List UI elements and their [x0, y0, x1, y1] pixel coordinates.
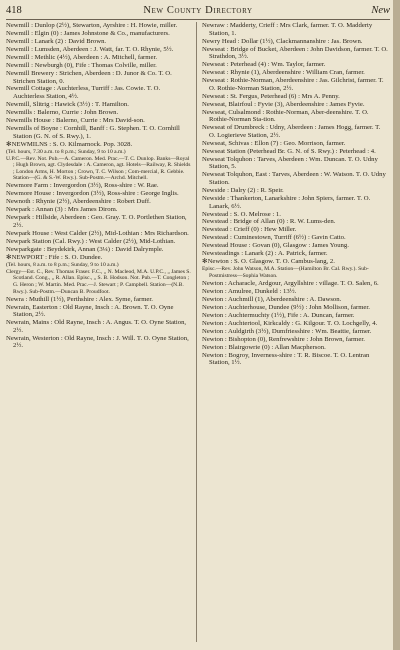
directory-entry: Newseat, Blairfoul : Fyvie (3), Aberdeenshire : James Fyvie.: [202, 100, 365, 108]
entry-detail: Clergy—Est. C., Rev. Thomas Fraser. F.C., „ N. Macleod, M.A. U.P.C., „ James S. Scotland. Cong., „ R. Allan. Episc., „ S. B. Hodson. Not. Pub.—T. Congleton ; G. Heron ; W. Martin. Med. Prac.—J. Stewart ; P. Campbell. Station—(N.B. Rwy.). Sub-Postm.—Duncan B. Proudfoot.: [6, 268, 191, 295]
directory-entry: Newside : Dalry (2) : R. Speir.: [202, 186, 284, 194]
directory-entry: Newmill : Lanark (2) : David Brown.: [6, 37, 107, 45]
directory-entry: Newton : Auldgirth (3½), Dumfriesshire : Wm. Beattie, farmer.: [202, 327, 372, 335]
entry-detail: (Tel. hours, 7.30 a.m. to 8 p.m.; Sunday, 9 to 10 a.m.): [6, 148, 126, 155]
directory-entry: ✻NEWMILNS : S. O. Kilmarnock. Pop. 3028.: [6, 140, 133, 148]
directory-entry: Newmill : Lumsden, Aberdeen : J. Watt, far. T. O. Rhynie, 5½.: [6, 45, 174, 53]
directory-entry: Newseat, Schivas : Ellon (7) : Geo. Morrison, farmer.: [202, 139, 346, 147]
directory-entry: Newpark House : West Calder (2½), Mid-Lothian : Mrs Richardson.: [6, 229, 189, 237]
directory-entry: Newseat : St. Fergus, Peterhead (6) : Mrs A. Penny.: [202, 92, 340, 100]
directory-entry: Newton : Bishopton (0), Renfrewshire : John Brown, farmer.: [202, 335, 365, 343]
directory-entry: Newton : Auchterhouse, Dundee (9½) : John Mollison, farmer.: [202, 303, 370, 311]
directory-entry: Newstead : Crieff (0) : Hew Miller.: [202, 226, 297, 234]
directory-entry: Newmill : Methlic (4½), Aberdeen : A. Mitchell, farmer.: [6, 53, 157, 61]
directory-entry: Newmore Farm : Invergordon (3½), Ross-shire : W. Rae.: [6, 182, 159, 190]
entry-detail: (Tel. hours, 8 a.m. to 8 p.m.; Sunday, 9 to 10 a.m.): [6, 261, 119, 268]
directory-entry: Newseat of Drumbreck : Udny, Aberdeen : James Hogg, farmer. T. O. Logierieve Station, 2½.: [202, 124, 381, 139]
entry-detail: U.P.C.—Rev. Not. Pub.—A. Cameron. Med. Prac.—T. C. Dunlop. Banks—Royal ; Hugh Brown, agt. Clydesdale : A. Cameron, agt. Hotels—Railway, R. Shields ; London Arms, H. Morton ; Crown, T. C. Wilson ; Com-mercial, R. Gebbie. Station—(G. & S.-W. Rwy.). Sub-Postm.—Archd. Mitchell.: [6, 155, 191, 182]
directory-entry: Newra : Muthill (1½), Perthshire : Alex. Syme, farmer.: [6, 295, 153, 303]
right-column: [202, 22, 388, 367]
directory-entry: Newmill, Slitrig : Hawick (3½) : T. Hamilton.: [6, 101, 129, 109]
directory-entry: Newstead : Cuminestown, Turriff (6½) : Gavin Catto.: [202, 234, 346, 242]
directory-entry: Newsteadings : Lanark (2) : A. Patrick, farmer.: [202, 250, 328, 258]
directory-entry: Newmill Cottage : Auchterless, Turriff : Jas. Cowie. T. O. Auchterless Station, 4½.: [6, 85, 161, 101]
directory-entry: Newry Head : Dollar (1½), Clackmannanshire : Jas. Brown.: [202, 37, 363, 45]
directory-entry: Newstead : Bridge of Allan (0) : R. W. Lums-den.: [202, 218, 336, 226]
directory-entry: Newside : Thankerton, Lanarkshire : John Spiers, farmer. T. O. Lanark, 6½.: [202, 194, 371, 210]
directory-entry: Newton : Acharacle, Ardgour, Argyllshire : village. T. O. Salen, 6.: [202, 279, 379, 287]
directory-entry: Newton : Auchtertool, Kirkcaldy : G. Kilgour. T. O. Lochgelly, 4.: [202, 319, 378, 327]
directory-entry: Newseat : Rothie-Norman, Aberdeenshire : Jas. Gilchrist, farmer. T. O. Rothie-Norman Station, 2½.: [202, 77, 384, 92]
page-number: 418: [6, 5, 22, 16]
directory-entry: Newseat : Bridge of Bucket, Aberdeen : John Davidson, farmer. T. O. Strathdon, 3½.: [202, 45, 388, 61]
directory-entry: Newpark Station (Cal. Rwy.) : West Calder (2½), Mid-Lothian.: [6, 237, 176, 245]
directory-entry: Newrain, Easterton : Old Rayne, Insch : A. Brown. T. O. Oyne Station, 2½.: [6, 303, 174, 319]
directory-entry: Newseat Tolquhon, East : Tarves, Aberdeen : W. Watson. T. O. Udny Station.: [202, 171, 386, 186]
directory-entry: Newraw : Madderty, Crieff : Mrs Clark, farmer. T. O. Madderty Station, 1.: [202, 22, 373, 37]
directory-entry: Newton : Amulree, Dunkeld : 13½.: [202, 287, 297, 295]
directory-entry: Newseat : Rhynie (1), Aberdeenshire : William Cran, farmer.: [202, 69, 365, 77]
directory-entry: ✻Newton : S. O. Glasgow. T. O. Cambus-lang, 2.: [202, 258, 335, 266]
directory-entry: Newpark : Annan (3) : Mrs James Dirom.: [6, 206, 118, 214]
directory-entry: Newmills : Balerno, Currie : John Brown.: [6, 109, 119, 117]
directory-entry: Newton : Bogroy, Inverness-shire : T. R. Biscoe. T. O. Lentran Station, 1½.: [202, 351, 370, 367]
directory-entry: Newrain, Mains : Old Rayne, Insch : A. Angus. T. O. Oyne Station, 2½.: [6, 319, 187, 334]
directory-entry: Newmore House : Invergordon (3½), Ross-shire : George Inglis.: [6, 190, 179, 198]
header-rule: [6, 19, 390, 20]
entry-detail: Episc.—Rev. John Watson, M.A. Station—(Hamilton Br. Cal. Rwy.). Sub-Postmistress—Sophia Watson.: [202, 266, 369, 279]
directory-entry: Newmill : Dunlop (2½), Stewarton, Ayrshire : H. Howie, miller.: [6, 22, 178, 29]
directory-entry: Newseat, Culsalmond : Rothie-Norman, Aber-deenshire. T. O. Rothie-Norman Sta-tion.: [202, 108, 369, 124]
page-edge: [393, 0, 400, 650]
directory-entry: Newseat : Peterhead (4) : Wm. Taylor, farmer.: [202, 61, 326, 69]
directory-entry: Newmills House : Balerno, Currie : Mrs David-son.: [6, 117, 145, 125]
directory-entry: Newton : Auchmill (1), Aberdeenshire : A. Dawson.: [202, 295, 342, 303]
directory-entry: Newton : Auchtermuchty (1½), Fife : A. Duncan, farmer.: [202, 311, 355, 319]
directory-entry: Newpark : Hillside, Aberdeen : Geo. Gray. T. O. Portlethen Station, 2½.: [6, 214, 187, 229]
directory-entry: Newmill Brewery : Strichen, Aberdeen : D. Junor & Co. T. O. Strichen Station, 0.: [6, 69, 172, 85]
directory-entry: Newparkgate : Beydekirk, Annan (3¼) : David Dalrymple.: [6, 245, 164, 253]
column-divider: [196, 22, 197, 642]
directory-entry: ✻NEWPORT : Fife : S. O. Dundee.: [6, 253, 103, 261]
directory-entry: Newnoth : Rhynie (2½), Aberdeenshire : Robert Duff.: [6, 198, 151, 206]
directory-entry: Newton : Blairgowrie (0) : Allan Macpherson.: [202, 343, 326, 351]
left-column: [6, 22, 192, 350]
directory-entry: Newmill : Newburgh (0), Fife : Thomas Colville, miller.: [6, 61, 157, 69]
page-title: New County Directory: [143, 5, 253, 16]
running-header: [6, 4, 390, 18]
directory-entry: Newmill : Elgin (0) : James Johnstone & Co., manufacturers.: [6, 29, 170, 37]
directory-entry: Newrain, Westerton : Old Rayne, Insch : J. Will. T. O. Oyne Station, 2½.: [6, 334, 189, 350]
directory-entry: Newstead House : Govan (0), Glasgow : James Young.: [202, 242, 349, 250]
directory-entry: Newseat Station (Peterhead Br. G. N. of S. Rwy.) : Peterhead : 4.: [202, 147, 376, 155]
directory-entry: Newseat Tolquhon : Tarves, Aberdeen : Wm. Duncan. T. O. Udny Station, 5.: [202, 155, 378, 171]
directory-entry: Newmills of Boyne : Cornhill, Banff : G. Stephen. T. O. Cornhill Station (G. N. of S. Rwy.), 1.: [6, 125, 180, 140]
directory-entry: Newstead : S. O. Melrose : 1.: [202, 210, 281, 218]
guide-word: New: [371, 5, 390, 16]
